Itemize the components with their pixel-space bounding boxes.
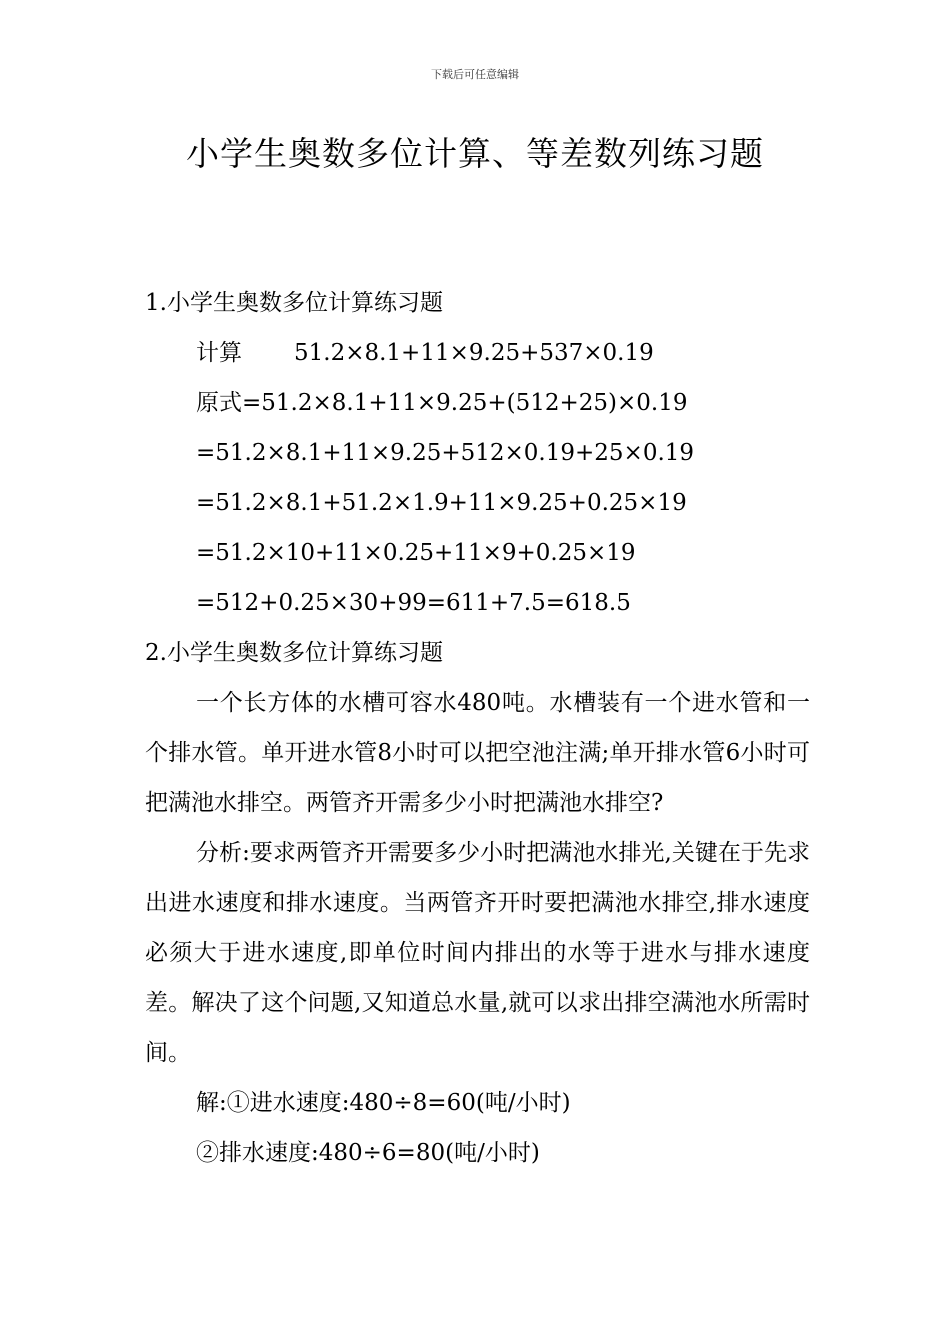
section2-heading: 2.小学生奥数多位计算练习题 xyxy=(145,640,443,666)
solution-line-1: 解:①进水速度:480÷8=60(吨/小时) xyxy=(196,1090,571,1116)
calc-step-4: =51.2×10+11×0.25+11×9+0.25×19 xyxy=(196,540,636,566)
calc-step-5: =512+0.25×30+99=611+7.5=618.5 xyxy=(196,590,631,616)
section1-heading: 1.小学生奥数多位计算练习题 xyxy=(145,290,443,316)
calc-step-3: =51.2×8.1+51.2×1.9+11×9.25+0.25×19 xyxy=(196,490,687,516)
calc-line xyxy=(145,328,810,378)
page-title: 小学生奥数多位计算、等差数列练习题 xyxy=(186,134,764,173)
problem-paragraph: 一个长方体的水槽可容水480吨。水槽装有一个进水管和一个排水管。单开进水管8小时可以把空池注满;单开排水管6小时可把满池水排空。两管齐开需多少小时把满池水排空? xyxy=(145,690,810,816)
document-body xyxy=(145,278,810,1178)
solution-line-2: ②排水速度:480÷6=80(吨/小时) xyxy=(196,1140,540,1166)
header-note: 下载后可任意编辑 xyxy=(431,68,519,81)
calc-step-1: 原式=51.2×8.1+11×9.25+(512+25)×0.19 xyxy=(196,390,688,416)
calc-expression: 51.2×8.1+11×9.25+537×0.19 xyxy=(294,340,654,366)
calc-step-2: =51.2×8.1+11×9.25+512×0.19+25×0.19 xyxy=(196,440,695,466)
calc-label: 计算 xyxy=(196,340,242,366)
analysis-paragraph: 分析:要求两管齐开需要多少小时把满池水排光,关键在于先求出进水速度和排水速度。当两管齐开时要把满池水排空,排水速度必须大于进水速度,即单位时间内排出的水等于进水与排水速度差。解决了这个问题,又知道总水量,就可以求出排空满池水所需时间。 xyxy=(145,840,810,1066)
